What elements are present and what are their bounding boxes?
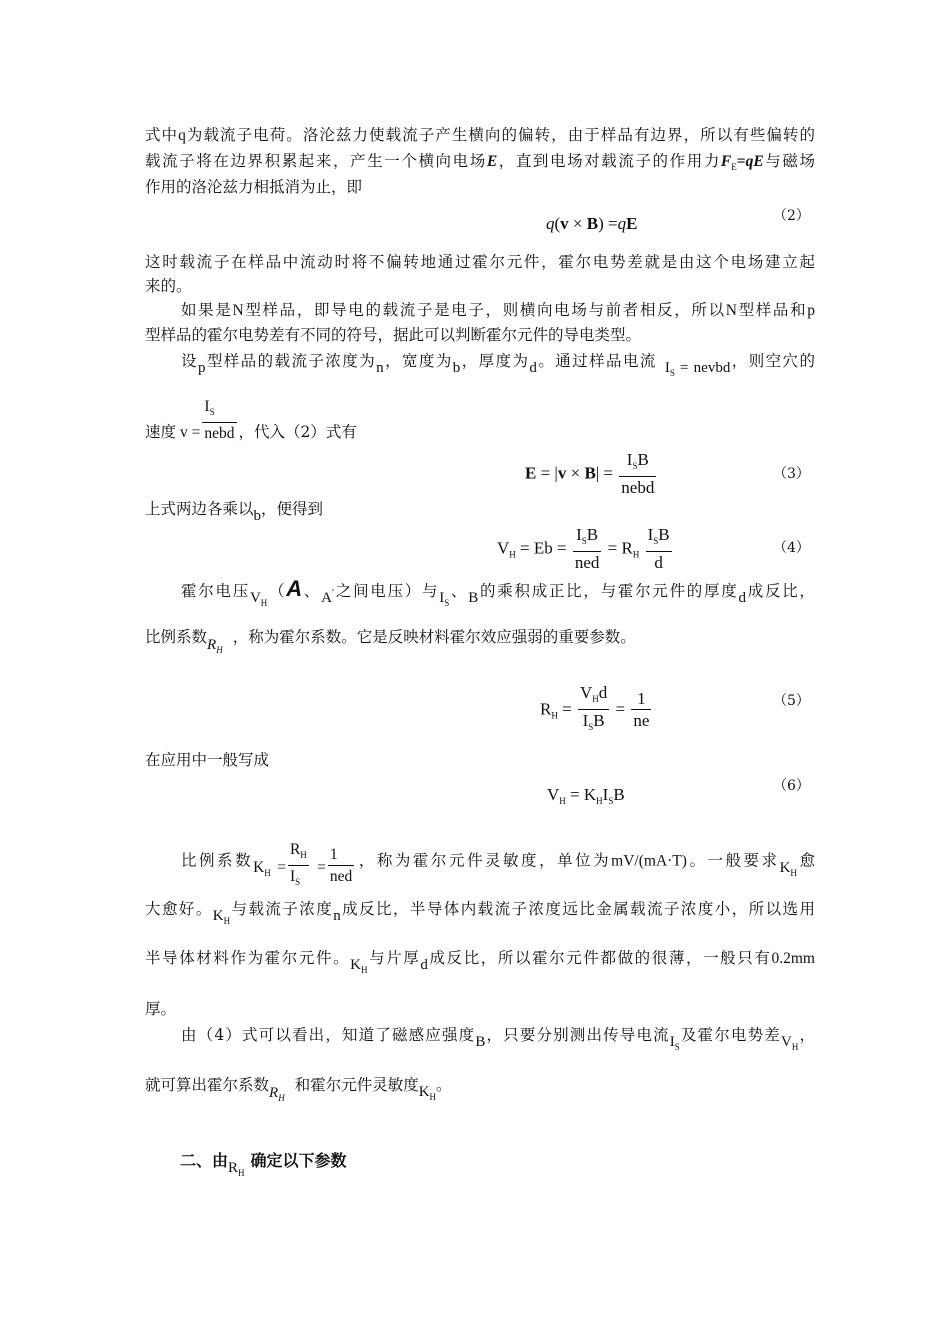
para6-line1: 霍尔电压$V_H(A$、A′之间电压）与$I_S$、B的乘积成正比，与霍尔元件的厚度d成反比，	[181, 576, 815, 608]
para2-line1: 这时载流子在样品中流动时将不偏转地通过霍尔元件，霍尔电势差就是由这个电场建立起	[145, 253, 815, 271]
equation-6-number: （6）	[773, 778, 810, 794]
equation-4: $V_H = Eb$ = $\frac{I_SB}{\text{ned}}$ = $R_H$ $\frac{I_SB}{d}$	[497, 525, 670, 572]
equation-3-number: （3）	[773, 466, 810, 482]
para8-line2: 大愈好。$K_H$与载流子浓度n成反比，半导体内载流子浓度远比金属载流子浓度小，所以选用	[145, 900, 815, 926]
equation-5: $R_H$ = $\frac{V_Hd}{I_SB}$ = $\frac{1}{ne}$	[540, 683, 650, 732]
para7-line: 在应用中一般写成	[145, 751, 270, 769]
equation-4-number: （4）	[773, 540, 810, 556]
equation-6: $V_H = K_HI_SB$	[547, 785, 625, 806]
section-heading: 二、由$R_H$确定以下参数	[180, 1151, 347, 1178]
para9-line1: 由（4）式可以看出，知道了磁感应强度B，只要分别测出传导电流$I_S$及霍尔电势差$V_H$，	[181, 1026, 815, 1052]
para3-line1: 如果是N型样品，即导电的载流子是电子，则横向电场与前者相反，所以N型样品和p	[181, 301, 815, 319]
para9-line2: 就可算出霍尔系数$R_H$和霍尔元件灵敏度$K_H$。	[145, 1076, 452, 1103]
para8-line3: 半导体材料作为霍尔元件。$K_H$与片厚d成反比，所以霍尔元件都做的很薄，一般只有0.2mm	[145, 949, 815, 975]
para1-line3: 作用的洛沦兹力相抵消为止，即	[145, 178, 363, 196]
para5-line: 上式两边各乘以b，便得到	[145, 500, 324, 524]
para2-line2: 来的。	[145, 277, 192, 295]
equation-5-number: （5）	[773, 693, 810, 709]
equation-3: E = |v × B| = $\frac{I_SB}{\text{nebd}}$	[525, 450, 655, 497]
para1-line1: 式中q为载流子电荷。洛沦兹力使载流子产生横向的偏转，由于样品有边界，所以有些偏转的	[145, 126, 815, 144]
para8-line4: 厚。	[145, 1000, 177, 1018]
velocity-fraction: $\frac{I_S}{\text{nebd}}$	[204, 398, 235, 442]
para4-line2: 速度 v = $\frac{I_S}{\text{nebd}}$ ，代入（2）式有	[145, 405, 815, 449]
para6-line2: 比例系数$R_H$，称为霍尔系数。它是反映材料霍尔效应强弱的重要参数。	[145, 628, 636, 655]
para3-line2: 型样品的霍尔电势差有不同的符号，据此可以判断霍尔元件的导电类型。	[145, 326, 642, 344]
para8-line1: 比例系数$K_H$ = $\frac{R_H}{I_S}$ = $\frac{1}{\text{ned}}$ ，称为霍尔元件灵敏度，单位为mV/(mA·T)。一般要求$K_H$愈	[181, 841, 815, 887]
para1-line2: 载流子将在边界积累起来，产生一个横向电场E，直到电场对载流子的作用力$F_E=qE$与磁场	[145, 152, 815, 172]
para4-line1: 设p型样品的载流子浓度为n，宽度为b，厚度为d。通过样品电流 $I_S$ = nevbd，则空穴的	[181, 352, 815, 378]
equation-2: q(v × B) =qE	[546, 214, 638, 233]
equation-2-number: （2）	[773, 208, 810, 224]
